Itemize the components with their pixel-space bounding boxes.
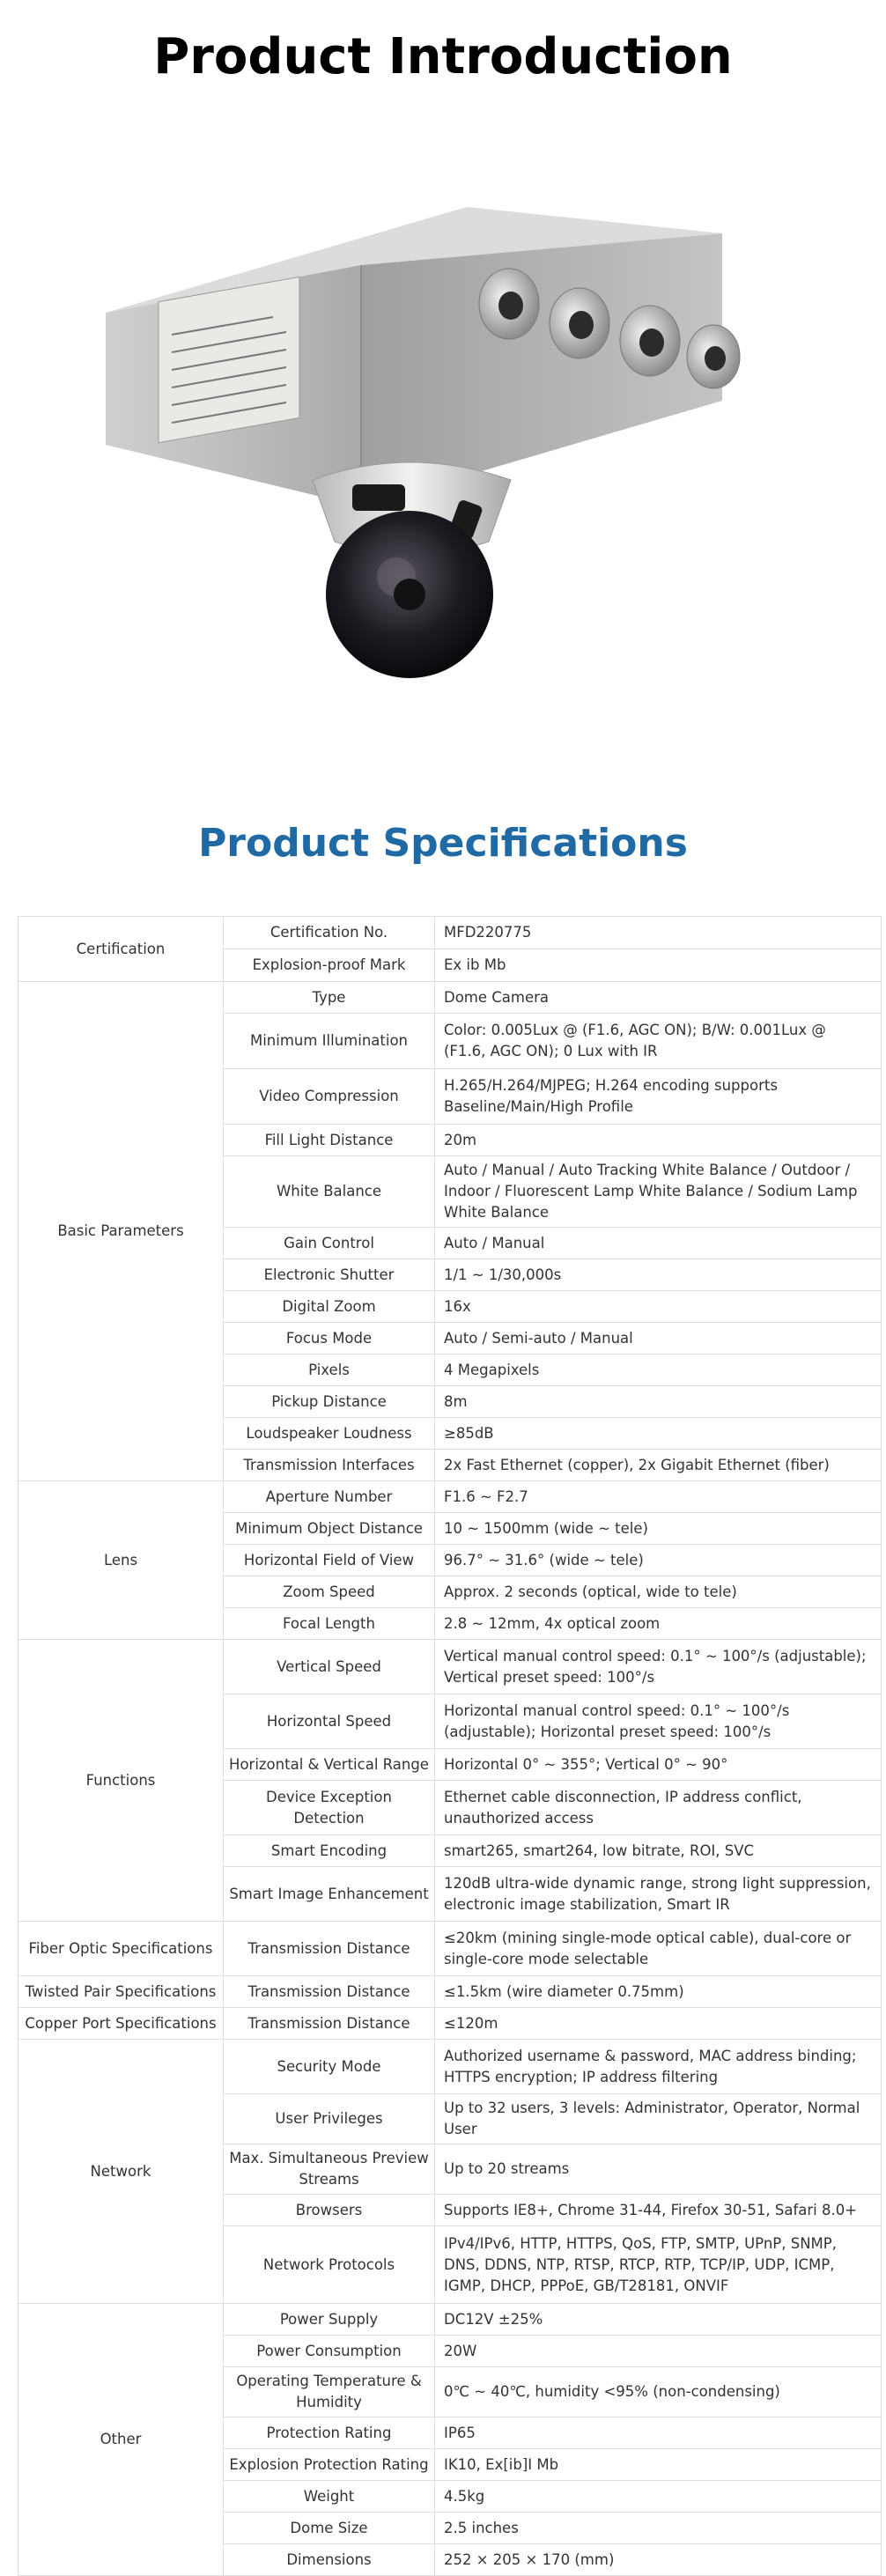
spec-group-label: Twisted Pair Specifications: [18, 1976, 224, 2008]
spec-value: Ex ib Mb: [435, 949, 882, 982]
spec-name: Power Consumption: [224, 2336, 435, 2367]
spec-value: 0℃ ~ 40℃, humidity <95% (non-condensing): [435, 2367, 882, 2417]
spec-name: Transmission Distance: [224, 2008, 435, 2040]
spec-name: Transmission Distance: [224, 1922, 435, 1976]
spec-name: Transmission Distance: [224, 1976, 435, 2008]
spec-name: Video Compression: [224, 1069, 435, 1125]
spec-name: Focus Mode: [224, 1323, 435, 1354]
spec-value: Color: 0.005Lux @ (F1.6, AGC ON); B/W: 0.001Lux @ (F1.6, AGC ON); 0 Lux with IR: [435, 1014, 882, 1069]
spec-value: 16x: [435, 1291, 882, 1323]
spec-row: [18, 2040, 882, 2094]
spec-value: 8m: [435, 1386, 882, 1418]
product-image: [97, 181, 793, 762]
spec-group-label: Lens: [18, 1481, 224, 1640]
spec-value: Auto / Manual: [435, 1228, 882, 1259]
spec-value: Up to 20 streams: [435, 2144, 882, 2195]
spec-name: Aperture Number: [224, 1481, 435, 1513]
spec-value: F1.6 ~ F2.7: [435, 1481, 882, 1513]
spec-name: Focal Length: [224, 1608, 435, 1640]
spec-name: Electronic Shutter: [224, 1259, 435, 1291]
spec-name: Dome Size: [224, 2513, 435, 2544]
spec-name: Pickup Distance: [224, 1386, 435, 1418]
spec-row: [18, 1922, 882, 1976]
spec-group-label: Copper Port Specifications: [18, 2008, 224, 2040]
spec-name: Protection Rating: [224, 2417, 435, 2449]
spec-name: Transmission Interfaces: [224, 1450, 435, 1481]
spec-value: Approx. 2 seconds (optical, wide to tele): [435, 1576, 882, 1608]
spec-value: Dome Camera: [435, 982, 882, 1014]
spec-name: Type: [224, 982, 435, 1014]
spec-value: 4 Megapixels: [435, 1354, 882, 1386]
spec-name: Horizontal Speed: [224, 1694, 435, 1749]
spec-row: [18, 1481, 882, 1513]
spec-group-label: Network: [18, 2040, 224, 2304]
spec-name: Minimum Object Distance: [224, 1513, 435, 1545]
spec-name: Horizontal & Vertical Range: [224, 1749, 435, 1781]
spec-name: Pixels: [224, 1354, 435, 1386]
spec-value: Authorized username & password, MAC address binding; HTTPS encryption; IP address filtering: [435, 2040, 882, 2094]
specifications-table: [18, 916, 882, 2576]
spec-name: Weight: [224, 2481, 435, 2513]
spec-name: Smart Encoding: [224, 1835, 435, 1867]
spec-row: [18, 1976, 882, 2008]
spec-name: Smart Image Enhancement: [224, 1867, 435, 1922]
spec-value: DC12V ±25%: [435, 2304, 882, 2336]
spec-value: Supports IE8+, Chrome 31-44, Firefox 30-51, Safari 8.0+: [435, 2195, 882, 2226]
spec-name: Power Supply: [224, 2304, 435, 2336]
spec-name: Certification No.: [224, 917, 435, 949]
spec-name: Explosion Protection Rating: [224, 2449, 435, 2481]
spec-name: Device Exception Detection: [224, 1781, 435, 1835]
page-title: Product Introduction: [153, 28, 733, 85]
spec-value: 20W: [435, 2336, 882, 2367]
spec-row: [18, 982, 882, 1014]
spec-group-label: Fiber Optic Specifications: [18, 1922, 224, 1976]
spec-value: 1/1 ~ 1/30,000s: [435, 1259, 882, 1291]
spec-value: 10 ~ 1500mm (wide ~ tele): [435, 1513, 882, 1545]
spec-value: Horizontal 0° ~ 355°; Vertical 0° ~ 90°: [435, 1749, 882, 1781]
spec-name: Max. Simultaneous Preview Streams: [224, 2144, 435, 2195]
spec-value: 96.7° ~ 31.6° (wide ~ tele): [435, 1545, 882, 1576]
spec-value: IP65: [435, 2417, 882, 2449]
spec-value: IK10, Ex[ib]I Mb: [435, 2449, 882, 2481]
spec-value: Ethernet cable disconnection, IP address conflict, unauthorized access: [435, 1781, 882, 1835]
spec-value: 2.5 inches: [435, 2513, 882, 2544]
spec-value: 20m: [435, 1125, 882, 1156]
spec-name: Vertical Speed: [224, 1640, 435, 1694]
spec-group-label: Functions: [18, 1640, 224, 1922]
spec-value: H.265/H.264/MJPEG; H.264 encoding supports Baseline/Main/High Profile: [435, 1069, 882, 1125]
spec-row: [18, 2304, 882, 2336]
spec-name: Fill Light Distance: [224, 1125, 435, 1156]
spec-name: White Balance: [224, 1156, 435, 1228]
spec-name: Explosion-proof Mark: [224, 949, 435, 982]
spec-value: Horizontal manual control speed: 0.1° ~ 100°/s (adjustable); Horizontal preset speed: 100°/s: [435, 1694, 882, 1749]
spec-name: Security Mode: [224, 2040, 435, 2094]
spec-name: Browsers: [224, 2195, 435, 2226]
spec-value: 120dB ultra-wide dynamic range, strong light suppression, electronic image stabilization, Smart IR: [435, 1867, 882, 1922]
spec-group-label: Basic Parameters: [18, 982, 224, 1481]
spec-name: Horizontal Field of View: [224, 1545, 435, 1576]
spec-value: ≤20km (mining single-mode optical cable), dual-core or single-core mode selectable: [435, 1922, 882, 1976]
spec-value: Auto / Manual / Auto Tracking White Balance / Outdoor / Indoor / Fluorescent Lamp White Balance / Sodium Lamp White Balance: [435, 1156, 882, 1228]
spec-value: 252 × 205 × 170 (mm): [435, 2544, 882, 2576]
spec-name: Loudspeaker Loudness: [224, 1418, 435, 1450]
spec-name: Network Protocols: [224, 2226, 435, 2304]
specifications-title: Product Specifications: [198, 821, 688, 866]
spec-value: IPv4/IPv6, HTTP, HTTPS, QoS, FTP, SMTP, UPnP, SNMP, DNS, DDNS, NTP, RTSP, RTCP, RTP, TCP/IP, UDP, ICMP, IGMP, DHCP, PPPoE, GB/T28181, ONVIF: [435, 2226, 882, 2304]
spec-value: MFD220775: [435, 917, 882, 949]
spec-value: ≥85dB: [435, 1418, 882, 1450]
spec-name: Gain Control: [224, 1228, 435, 1259]
spec-value: Up to 32 users, 3 levels: Administrator, Operator, Normal User: [435, 2094, 882, 2144]
spec-value: 2x Fast Ethernet (copper), 2x Gigabit Ethernet (fiber): [435, 1450, 882, 1481]
spec-group-label: Certification: [18, 917, 224, 982]
spec-value: Auto / Semi-auto / Manual: [435, 1323, 882, 1354]
spec-value: smart265, smart264, low bitrate, ROI, SVC: [435, 1835, 882, 1867]
spec-row: [18, 2008, 882, 2040]
spec-name: Minimum Illumination: [224, 1014, 435, 1069]
spec-name: Zoom Speed: [224, 1576, 435, 1608]
spec-group-label: Other: [18, 2304, 224, 2576]
spec-value: ≤1.5km (wire diameter 0.75mm): [435, 1976, 882, 2008]
spec-name: Digital Zoom: [224, 1291, 435, 1323]
spec-name: User Privileges: [224, 2094, 435, 2144]
spec-row: [18, 917, 882, 949]
spec-value: 4.5kg: [435, 2481, 882, 2513]
spec-value: 2.8 ~ 12mm, 4x optical zoom: [435, 1608, 882, 1640]
spec-name: Operating Temperature & Humidity: [224, 2367, 435, 2417]
spec-value: ≤120m: [435, 2008, 882, 2040]
spec-value: Vertical manual control speed: 0.1° ~ 100°/s (adjustable); Vertical preset speed: 100°/s: [435, 1640, 882, 1694]
spec-name: Dimensions: [224, 2544, 435, 2576]
spec-row: [18, 1640, 882, 1694]
